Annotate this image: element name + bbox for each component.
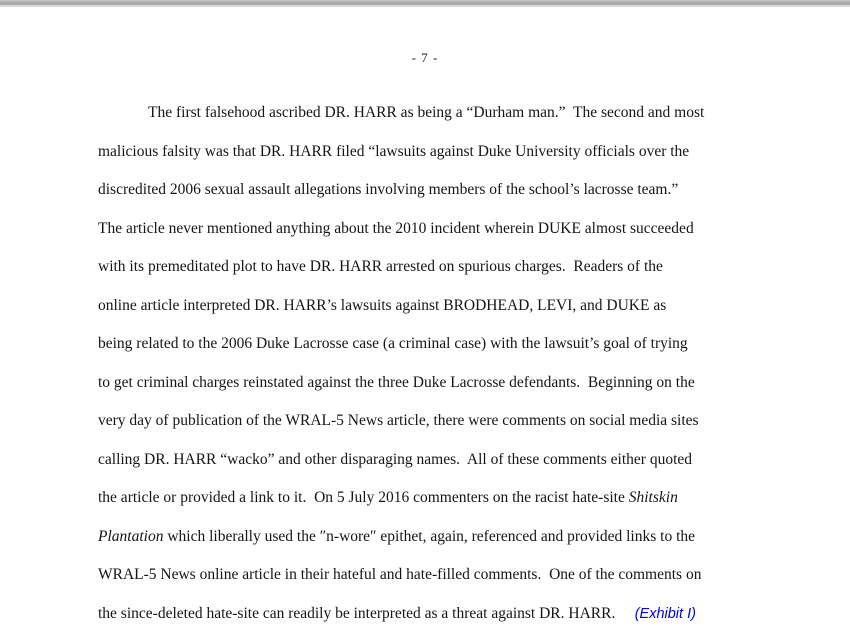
text-segment: online article interpreted DR. HARR’s lawsuits against BRODHEAD, LEVI, and DUKE as <box>98 296 667 314</box>
text-segment: which liberally used the ″n-wore″ epithet, again, referenced and provided links to the <box>163 527 696 545</box>
text-segment: very day of publication of the WRAL-5 News article, there were comments on social media sites <box>98 412 699 429</box>
text-segment: the article or provided a link to it. On 5 July 2016 commenters on the racist hate-site <box>98 489 629 506</box>
paragraph-line <box>98 325 788 364</box>
paragraph-line <box>98 248 788 287</box>
paragraph-line <box>98 210 788 249</box>
paragraph-line <box>98 94 788 133</box>
exhibit-link[interactable]: (Exhibit I) <box>634 605 696 622</box>
text-segment: malicious falsity was that DR. HARR filed “lawsuits against Duke University officials over the <box>98 142 690 160</box>
window-top-border <box>0 0 850 7</box>
text-segment: The article never mentioned anything about the 2010 incident wherein DUKE almost succeeded <box>98 219 694 237</box>
paragraph-line <box>98 595 788 630</box>
document-body <box>98 94 788 630</box>
text-segment: discredited 2006 sexual assault allegations involving members of the school’s lacrosse team.” <box>98 181 679 198</box>
text-segment: calling DR. HARR “wacko” and other disparaging names. All of these comments either quoted <box>98 450 693 468</box>
paragraph-line <box>98 171 788 210</box>
text-segment: to get criminal charges reinstated against the three Duke Lacrosse defendants. Beginning on the <box>98 373 695 391</box>
paragraph-line <box>98 479 788 518</box>
text-segment: being related to the 2006 Duke Lacrosse case (a criminal case) with the lawsuit’s goal of trying <box>98 335 688 352</box>
paragraph-line <box>98 518 788 557</box>
paragraph-line <box>98 364 788 403</box>
paragraph-line <box>98 402 788 441</box>
text-segment: with its premeditated plot to have DR. HARR arrested on spurious charges. Readers of the <box>98 258 663 275</box>
page-number: - 7 - <box>411 50 439 65</box>
paragraph-line <box>98 441 788 480</box>
text-segment: The first falsehood ascribed DR. HARR as being a “Durham man.” The second and most <box>148 104 705 121</box>
paragraph-line <box>98 133 788 172</box>
text-segment: WRAL-5 News online article in their hateful and hate-filled comments. One of the comments on <box>98 566 702 583</box>
paragraph-line <box>98 287 788 326</box>
italic-text: Plantation <box>98 527 164 545</box>
italic-text: Shitskin <box>628 489 678 506</box>
text-segment: the since-deleted hate-site can readily be interpreted as a threat against DR. HARR. <box>98 604 635 622</box>
paragraph-line <box>98 556 788 595</box>
